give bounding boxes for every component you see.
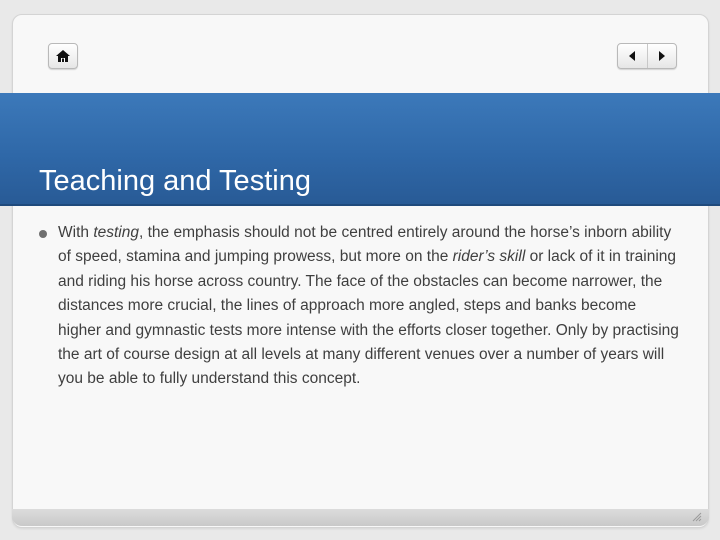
bullet-emphasis-riders-skill: rider’s skill (452, 248, 526, 266)
prev-next-buttons (617, 43, 677, 69)
next-button[interactable] (647, 44, 677, 68)
slide-title: Teaching and Testing (39, 165, 311, 197)
next-arrow-icon (657, 50, 667, 62)
bullet-text-part: or lack of it in training and riding his horse across country. The face of the obstacles can become narrower, the distances more crucial, the lines of approach more angled, steps and banks become higher and gymnastic tests more intense with the efforts closer together. Only by practising the art of course design at all levels at many different venues over a number of years will you be able to fully understand this concept. (58, 248, 679, 388)
bullet-list (39, 221, 679, 392)
home-icon (55, 49, 71, 63)
prev-arrow-icon (627, 50, 637, 62)
bullet-text-part: , the emphasis should not be centred entirely around the horse’s inborn ability of speed, stamina and jumping prowess, but more on the (58, 224, 672, 266)
bullet-text-part: With (58, 224, 94, 241)
bullet-item (39, 221, 679, 392)
bullet-emphasis-testing: testing (93, 224, 139, 241)
bullet-dot-icon (39, 230, 47, 238)
home-button[interactable] (48, 43, 78, 69)
slide-bottom-bar (12, 509, 709, 526)
prev-button[interactable] (618, 44, 647, 68)
resize-grip-icon[interactable] (692, 512, 702, 522)
